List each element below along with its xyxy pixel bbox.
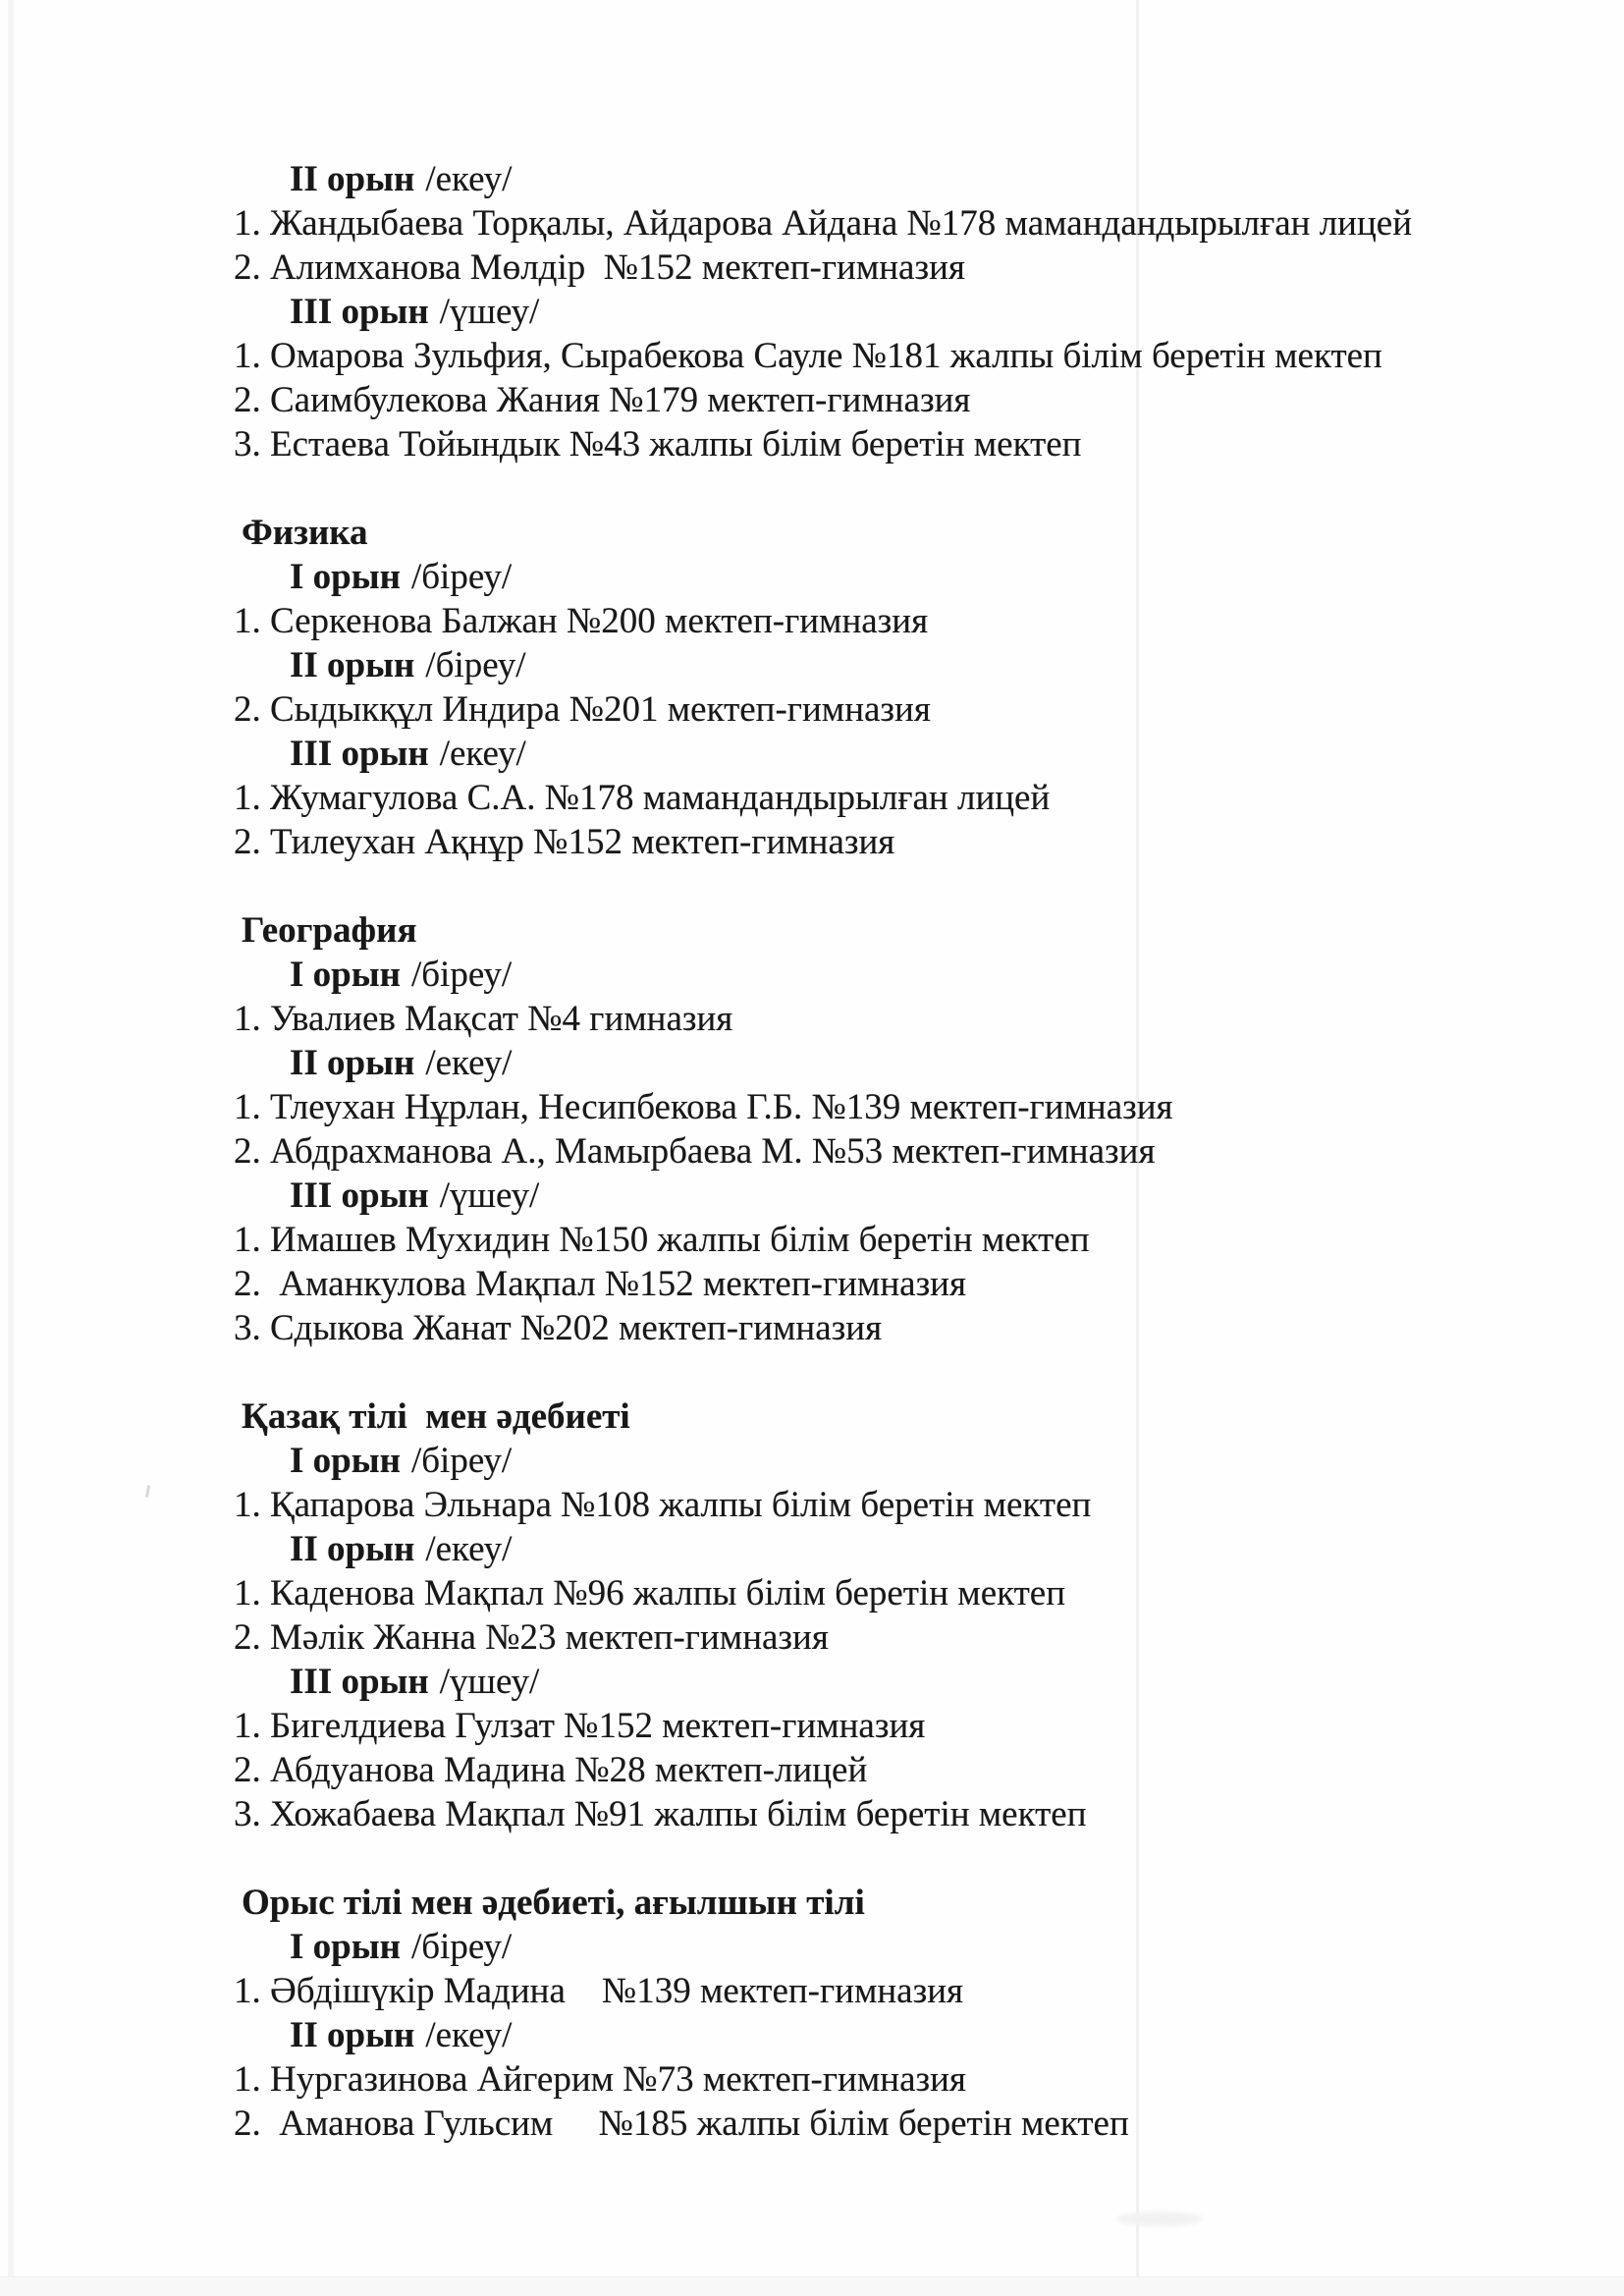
winner-line: 1. Серкенова Балжан №200 мектеп-гимназия bbox=[234, 601, 929, 641]
place-row bbox=[234, 643, 1559, 687]
winner-line: 2. Мәлік Жанна №23 мектеп-гимназия bbox=[234, 1617, 829, 1658]
winner-line: 2. Алимханова Мөлдір №152 мектеп-гимназия bbox=[234, 247, 965, 288]
subject-heading: Физика bbox=[242, 513, 368, 553]
place-row bbox=[234, 1660, 1559, 1704]
winner-line: 3. Естаева Тойындык №43 жалпы білім беретін мектеп bbox=[234, 424, 1082, 465]
place-rank-label: II орын bbox=[290, 1529, 415, 1569]
scan-stray-mark bbox=[145, 1485, 150, 1498]
scan-bottom-edge-artifact bbox=[0, 2276, 1624, 2296]
winner-line: 3. Сдыкова Жанат №202 мектеп-гимназия bbox=[234, 1308, 883, 1348]
place-row bbox=[234, 732, 1559, 776]
place-count-note: /біреу/ bbox=[410, 955, 513, 995]
winner-line: 2. Тилеухан Ақнұр №152 мектеп-гимназия bbox=[234, 822, 895, 862]
winner-line: 2. Саимбулекова Жания №179 мектеп-гимназия bbox=[234, 380, 971, 420]
place-rank-label: I орын bbox=[290, 955, 401, 995]
winner-line: 1. Қапарова Эльнара №108 жалпы білім беретін мектеп bbox=[234, 1485, 1092, 1525]
winner-line: 1. Имашев Мухидин №150 жалпы білім беретін мектеп bbox=[234, 1220, 1090, 1260]
winner-line: 1. Жумагулова С.А. №178 мамандандырылған лицей bbox=[234, 778, 1051, 818]
place-row bbox=[234, 555, 1559, 599]
place-row bbox=[234, 1041, 1559, 1085]
subject-heading: Қазақ тілі мен әдебиеті bbox=[242, 1396, 630, 1437]
place-rank-label: II орын bbox=[290, 645, 415, 685]
place-count-note: /біреу/ bbox=[410, 1927, 513, 1967]
place-rank-label: II орын bbox=[290, 2015, 415, 2055]
winner-line: 1. Каденова Мақпал №96 жалпы білім беретін мектеп bbox=[234, 1573, 1066, 1613]
place-count-note: /екеу/ bbox=[425, 1043, 513, 1083]
winner-line: 2. Аманкулова Мақпал №152 мектеп-гимназия bbox=[234, 1264, 966, 1304]
place-row bbox=[234, 290, 1559, 334]
place-count-note: /біреу/ bbox=[410, 557, 513, 597]
place-rank-label: I орын bbox=[290, 1441, 401, 1481]
place-rank-label: III орын bbox=[290, 1175, 429, 1216]
scan-left-edge-artifact bbox=[8, 0, 14, 2276]
place-row bbox=[234, 1925, 1559, 1969]
place-row bbox=[234, 1174, 1559, 1218]
place-row bbox=[234, 953, 1559, 997]
place-count-note: /біреу/ bbox=[410, 1441, 513, 1481]
place-rank-label: III орын bbox=[290, 734, 429, 774]
subject-heading: География bbox=[242, 910, 417, 951]
winner-line: 2. Аманова Гульсим №185 жалпы білім беретін мектеп bbox=[234, 2104, 1129, 2144]
place-count-note: /біреу/ bbox=[425, 645, 526, 685]
place-count-note: /үшеу/ bbox=[439, 1175, 540, 1216]
winner-line: 1. Увалиев Мақсат №4 гимназия bbox=[234, 999, 733, 1039]
subject-section bbox=[234, 511, 1559, 864]
place-count-note: /екеу/ bbox=[425, 1529, 513, 1569]
winner-line: 3. Хожабаева Мақпал №91 жалпы білім беретін мектеп bbox=[234, 1794, 1087, 1834]
place-count-note: /екеу/ bbox=[439, 734, 526, 774]
subject-section bbox=[234, 157, 1559, 466]
scan-smudge-artifact bbox=[1117, 2212, 1202, 2226]
place-rank-label: III орын bbox=[290, 1662, 429, 1702]
place-count-note: /екеу/ bbox=[425, 159, 513, 199]
subject-section bbox=[234, 908, 1559, 1350]
winner-line: 1. Тлеухан Нұрлан, Несипбекова Г.Б. №139 мектеп-гимназия bbox=[234, 1087, 1173, 1127]
place-row bbox=[234, 1527, 1559, 1571]
place-rank-label: I орын bbox=[290, 557, 401, 597]
winner-line: 1. Әбдішүкір Мадина №139 мектеп-гимназия bbox=[234, 1971, 964, 2011]
place-rank-label: I орын bbox=[290, 1927, 401, 1967]
winner-line: 1. Нургазинова Айгерим №73 мектеп-гимназия bbox=[234, 2059, 966, 2100]
subject-section bbox=[234, 1394, 1559, 1836]
subject-section bbox=[234, 1881, 1559, 2146]
winner-line: 1. Омарова Зульфия, Сырабекова Сауле №181 жалпы білім беретін мектеп bbox=[234, 336, 1382, 376]
place-count-note: /үшеу/ bbox=[439, 1662, 540, 1702]
winner-line: 1. Бигелдиева Гулзат №152 мектеп-гимназия bbox=[234, 1706, 926, 1746]
place-count-note: /үшеу/ bbox=[439, 292, 540, 332]
winner-line: 2. Абдуанова Мадина №28 мектеп-лицей bbox=[234, 1750, 868, 1790]
subject-heading: Орыс тілі мен әдебиеті, ағылшын тілі bbox=[242, 1883, 865, 1923]
winner-line: 2. Абдрахманова А., Мамырбаева М. №53 мектеп-гимназия bbox=[234, 1131, 1156, 1172]
place-rank-label: II орын bbox=[290, 159, 415, 199]
place-row bbox=[234, 157, 1559, 201]
place-row bbox=[234, 2013, 1559, 2057]
place-rank-label: II орын bbox=[290, 1043, 415, 1083]
winner-line: 1. Жандыбаева Торқалы, Айдарова Айдана №178 мамандандырылған лицей bbox=[234, 203, 1413, 244]
place-row bbox=[234, 1439, 1559, 1483]
place-count-note: /екеу/ bbox=[425, 2015, 513, 2055]
winner-line: 2. Сыдыкқұл Индира №201 мектеп-гимназия bbox=[234, 689, 931, 730]
document-content bbox=[234, 157, 1559, 2146]
place-rank-label: III орын bbox=[290, 292, 429, 332]
